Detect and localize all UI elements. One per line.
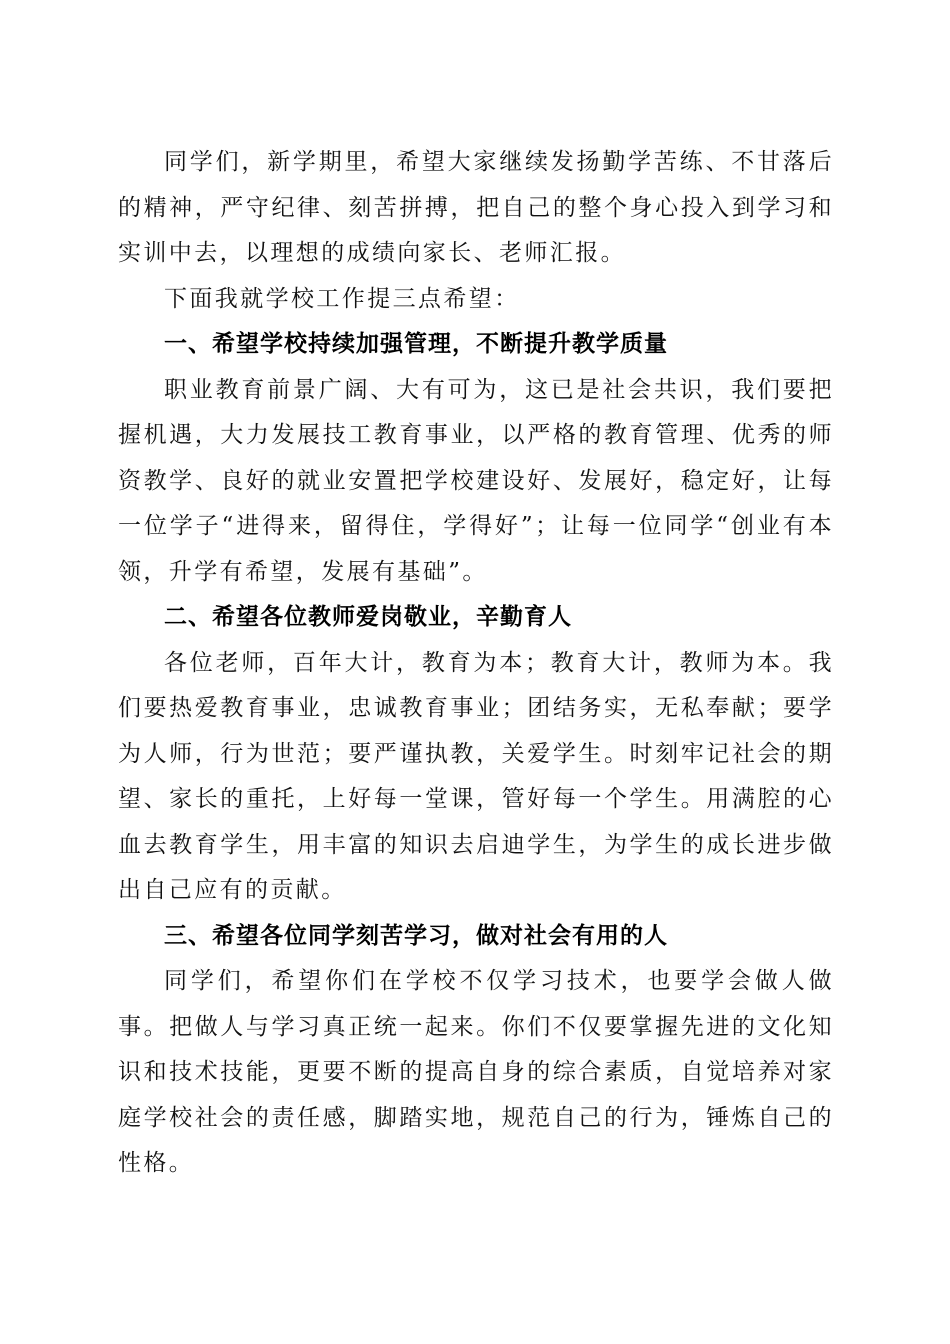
heading-hope-one-school: 一、希望学校持续加强管理，不断提升教学质量 <box>164 331 668 357</box>
document-body <box>118 140 834 1187</box>
heading-hope-two-teachers: 二、希望各位教师爱岗敬业，辛勤育人 <box>164 604 572 630</box>
paragraph-school-management: 职业教育前景广阔、大有可为，这已是社会共识，我们要把握机遇，大力发展技工教育事业，以严格的教育管理、优秀的师资教学、良好的就业安置把学校建设好、发展好，稳定好，让每一位学子“进得来，留得住，学得好”；让每一位同学“创业有本领，升学有希望，发展有基础”。 <box>118 376 834 585</box>
paragraph-three-hopes-intro: 下面我就学校工作提三点希望： <box>164 285 520 312</box>
paragraph-students-study: 同学们，希望你们在学校不仅学习技术，也要学会做人做事。把做人与学习真正统一起来。你们不仅要掌握先进的文化知识和技术技能，更要不断的提高自身的综合素质，自觉培养对家庭学校社会的责任感，脚踏实地，规范自己的行为，锤炼自己的性格。 <box>118 968 834 1176</box>
paragraph-diligence-appeal: 同学们，新学期里，希望大家继续发扬勤学苦练、不甘落后的精神，严守纪律、刻苦拼搏，把自己的整个身心投入到学习和实训中去，以理想的成绩向家长、老师汇报。 <box>118 149 834 266</box>
paragraph-teachers-dedication: 各位老师，百年大计，教育为本；教育大计，教师为本。我们要热爱教育事业，忠诚教育事业；团结务实，无私奉献；要学为人师，行为世范；要严谨执教，关爱学生。时刻牢记社会的期望、家长的重托，上好每一堂课，管好每一个学生。用满腔的心血去教育学生，用丰富的知识去启迪学生，为学生的成长进步做出自己应有的贡献。 <box>118 649 834 903</box>
heading-hope-three-students: 三、希望各位同学刻苦学习，做对社会有用的人 <box>164 922 668 949</box>
